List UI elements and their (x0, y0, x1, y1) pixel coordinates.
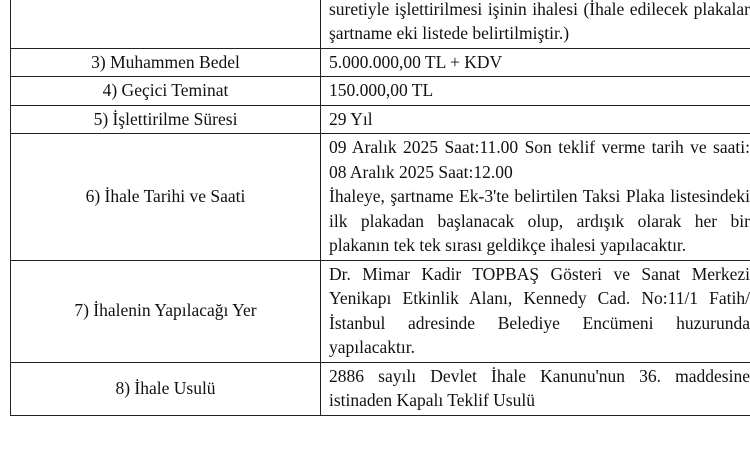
table-row (11, 48, 750, 77)
row-label: 8) İhale Usulü (11, 362, 321, 415)
value-paragraph: İhaleye, şartname Ek-3'te belirtilen Taksi Plaka listesindeki ilk plakadan başlanacak olup, ardışık olarak her bir plakanın tek tek sırası geldikçe ihalesi yapılacaktır. (329, 186, 750, 255)
row-label: 6) İhale Tarihi ve Saati (11, 134, 321, 261)
table-row (11, 362, 750, 415)
row-label: 4) Geçici Teminat (11, 77, 321, 106)
row-label: 5) İşlettirilme Süresi (11, 105, 321, 134)
row-value (321, 362, 750, 415)
value-paragraph: suretiyle işlettirilmesi işinin ihalesi (İhale edilecek plakalar şartname eki listede belirtilmiştir.) (329, 0, 750, 43)
value-paragraph: 09 Aralık 2025 Saat:11.00 Son teklif verme tarih ve saati: 08 Aralık 2025 Saat:12.00 (329, 137, 750, 182)
table-row (11, 105, 750, 134)
row-label: 7) İhalenin Yapılacağı Yer (11, 260, 321, 362)
table-row (11, 260, 750, 362)
table-row (11, 134, 750, 261)
row-value (321, 105, 750, 134)
row-value (321, 134, 750, 261)
row-value (321, 0, 750, 48)
value-paragraph: 2886 sayılı Devlet İhale Kanunu'nun 36. maddesine istinaden Kapalı Teklif Usulü (329, 365, 750, 410)
value-paragraph: 5.000.000,00 TL + KDV (329, 51, 503, 72)
tender-spec-table (10, 0, 750, 416)
row-value (321, 77, 750, 106)
row-value (321, 48, 750, 77)
row-value (321, 260, 750, 362)
row-label (11, 0, 321, 48)
value-paragraph: 29 Yıl (329, 108, 373, 129)
value-paragraph: Dr. Mimar Kadir TOPBAŞ Gösteri ve Sanat Merkezi Yenikapı Etkinlik Alanı, Kennedy Cad. No:11/1 Fatih/İstanbul adresinde Belediye Encümeni huzurunda yapılacaktır. (329, 263, 750, 357)
row-label: 3) Muhammen Bedel (11, 48, 321, 77)
value-paragraph: 150.000,00 TL (329, 80, 434, 100)
table-row (11, 77, 750, 106)
table-row (11, 0, 750, 48)
